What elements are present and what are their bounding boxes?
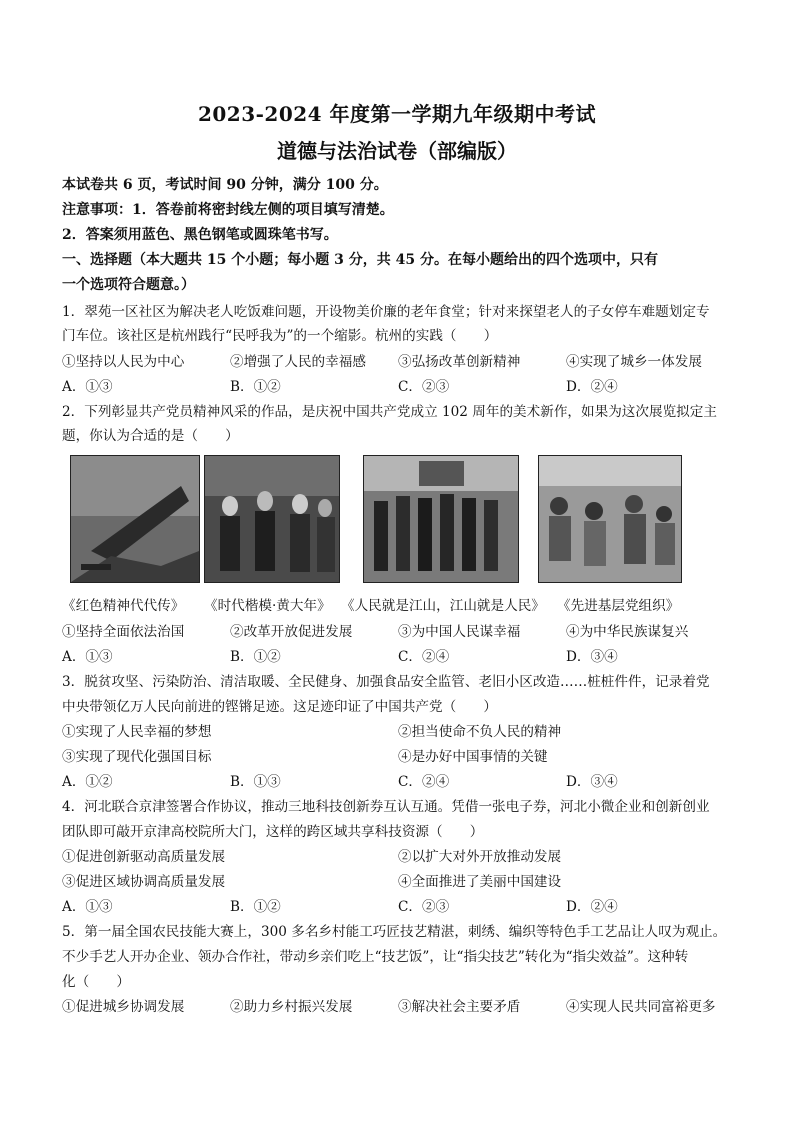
q1-item-1: ①坚持以人民为中心 (62, 354, 185, 370)
q2-item-2: ②改革开放促进发展 (230, 624, 353, 640)
exam-info: 本试卷共 6 页，考试时间 90 分钟，满分 100 分。 (62, 177, 388, 193)
q3-choice-d[interactable]: D．③④ (566, 774, 618, 790)
note-2: 2．答案须用蓝色、黑色钢笔或圆珠笔书写。 (62, 227, 338, 243)
q3-item-1: ①实现了人民幸福的梦想 (62, 724, 212, 740)
q5-item-1: ①促进城乡协调发展 (62, 999, 185, 1015)
artwork-3-caption: 《人民就是江山，江山就是人民》 (341, 598, 545, 614)
note-1: 注意事项：1．答卷前将密封线左侧的项目填写清楚。 (62, 202, 394, 218)
artwork-1-image (70, 455, 200, 583)
q1-choice-b[interactable]: B．①② (230, 379, 281, 395)
q1-stem-line2: 门车位。该社区是杭州践行“民呼我为”的一个缩影。杭州的实践（ ） (62, 328, 498, 344)
q2-stem-line1: 2．下列彰显共产党员精神风采的作品，是庆祝中国共产党成立 102 周年的美术新作，如果为这次展览拟定主 (62, 404, 717, 420)
q5-item-3: ③解决社会主要矛盾 (398, 999, 521, 1015)
q3-stem-line2: 中央带领亿万人民向前进的铿锵足迹。这足迹印证了中国共产党（ ） (62, 699, 497, 715)
q1-stem-line1: 1．翠苑一区社区为解决老人吃饭难问题，开设物美价廉的老年食堂；针对来探望老人的子女停车难题划定专 (62, 304, 710, 320)
q2-choice-c[interactable]: C．②④ (398, 649, 450, 665)
q5-item-2: ②助力乡村振兴发展 (230, 999, 353, 1015)
q1-choice-d[interactable]: D．②④ (566, 379, 618, 395)
section-heading-line2: 一个选项符合题意。） (62, 277, 195, 293)
q2-item-4: ④为中华民族谋复兴 (566, 624, 689, 640)
q2-choice-d[interactable]: D．③④ (566, 649, 618, 665)
q2-item-1: ①坚持全面依法治国 (62, 624, 185, 640)
artwork-1-caption: 《红色精神代代传》 (62, 598, 185, 614)
exam-subtitle: 道德与法治试卷（部编版） (277, 139, 517, 163)
q2-item-3: ③为中国人民谋幸福 (398, 624, 521, 640)
q3-item-2: ②担当使命不负人民的精神 (398, 724, 562, 740)
artwork-4-image (538, 455, 682, 583)
q3-choice-a[interactable]: A．①② (62, 774, 113, 790)
q4-stem-line2: 团队即可敲开京津高校院所大门，这样的跨区域共享科技资源（ ） (62, 824, 484, 840)
q2-stem-line2: 题，你认为合适的是（ ） (62, 428, 239, 444)
artwork-3-image (363, 455, 519, 583)
q4-choice-c[interactable]: C．②③ (398, 899, 450, 915)
q4-item-2: ②以扩大对外开放推动发展 (398, 849, 562, 865)
q4-choice-a[interactable]: A．①③ (62, 899, 113, 915)
q4-item-1: ①促进创新驱动高质量发展 (62, 849, 226, 865)
q1-choice-c[interactable]: C．②③ (398, 379, 450, 395)
q5-stem-line1: 5．第一届全国农民技能大赛上，300 多名乡村能工巧匠技艺精湛，刺绣、编织等特色手工艺品让人叹为观止。 (62, 924, 727, 940)
q5-stem-line3: 化（ ） (62, 974, 130, 990)
artwork-2-image (204, 455, 340, 583)
q1-item-2: ②增强了人民的幸福感 (230, 354, 366, 370)
q4-choice-d[interactable]: D．②④ (566, 899, 618, 915)
q4-stem-line1: 4．河北联合京津签署合作协议，推动三地科技创新券互认互通。凭借一张电子券，河北小微企业和创新创业 (62, 799, 710, 815)
section-heading-line1: 一、选择题（本大题共 15 个小题；每小题 3 分，共 45 分。在每小题给出的四个选项中，只有 (62, 252, 658, 268)
q4-item-4: ④全面推进了美丽中国建设 (398, 874, 562, 890)
exam-title: 2023-2024 年度第一学期九年级期中考试 (197, 102, 597, 126)
q3-choice-c[interactable]: C．②④ (398, 774, 450, 790)
q5-item-4: ④实现人民共同富裕更多 (566, 999, 716, 1015)
q2-choice-a[interactable]: A．①③ (62, 649, 113, 665)
q1-choice-a[interactable]: A．①③ (62, 379, 113, 395)
artwork-4-caption: 《先进基层党组织》 (557, 598, 680, 614)
q4-item-3: ③促进区域协调高质量发展 (62, 874, 226, 890)
q4-choice-b[interactable]: B．①② (230, 899, 281, 915)
q3-choice-b[interactable]: B．①③ (230, 774, 281, 790)
q5-stem-line2: 不少手艺人开办企业、领办合作社，带动乡亲们吃上“技艺饭”，让“指尖技艺”转化为“指尖效益”。这种转 (62, 949, 689, 965)
q1-item-3: ③弘扬改革创新精神 (398, 354, 521, 370)
q3-stem-line1: 3．脱贫攻坚、污染防治、清洁取暖、全民健身、加强食品安全监管、老旧小区改造……桩桩件件，记录着党 (62, 674, 710, 690)
q3-item-3: ③实现了现代化强国目标 (62, 749, 212, 765)
q3-item-4: ④是办好中国事情的关键 (398, 749, 548, 765)
q1-item-4: ④实现了城乡一体发展 (566, 354, 702, 370)
artwork-2-caption: 《时代楷模·黄大年》 (204, 598, 331, 614)
q2-choice-b[interactable]: B．①② (230, 649, 281, 665)
